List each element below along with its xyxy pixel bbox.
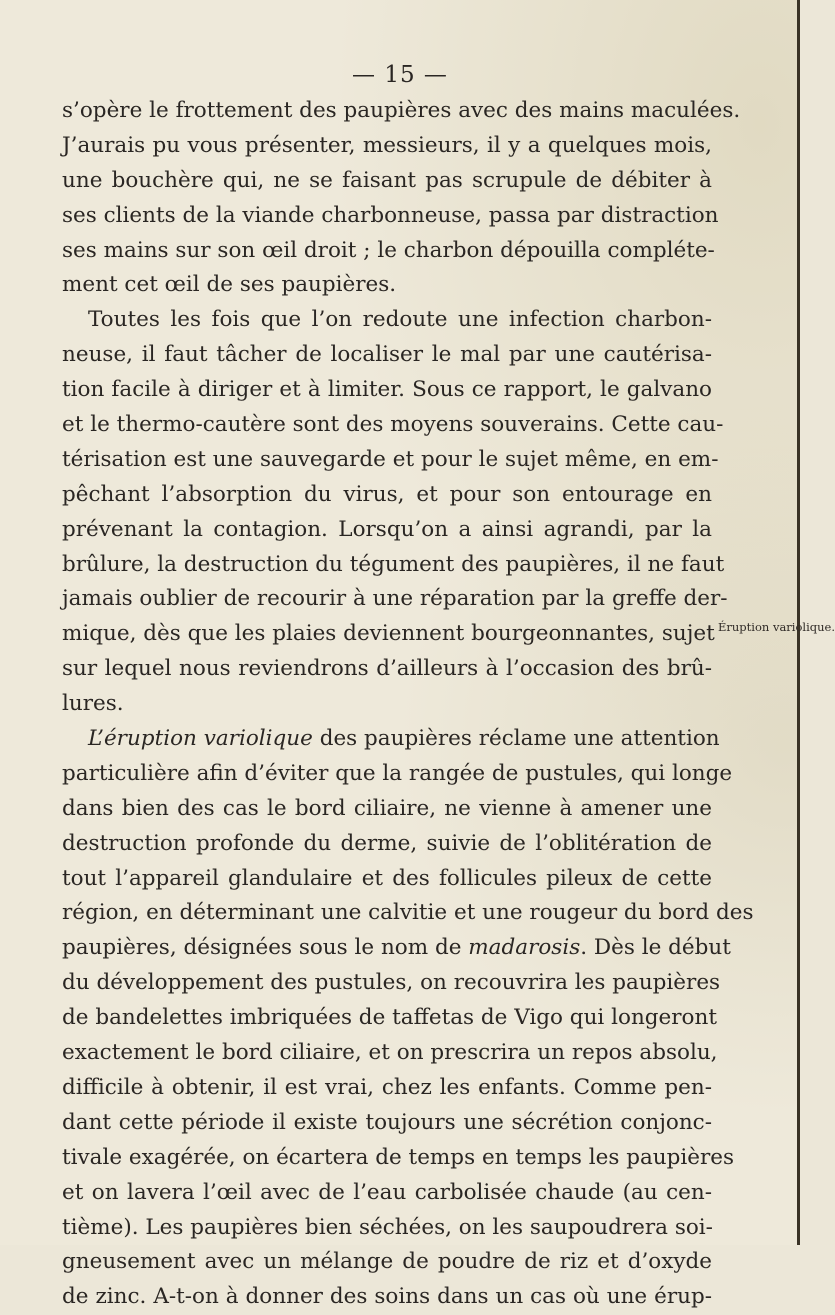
- text-line: tième). Les paupières bien séchées, on les saupoudrera soi-: [62, 1214, 713, 1240]
- italic-term: L’éruption variolique: [88, 726, 313, 752]
- text-line: de bandelettes imbriquées de taffetas de Vigo qui longeront: [62, 1005, 717, 1031]
- text-line: une bouchère qui, ne se faisant pas scrupule de débiter à: [62, 167, 712, 193]
- text-line: brûlure, la destruction du tégument des paupières, il ne faut: [62, 551, 725, 577]
- text-span: des paupières réclame une attention: [312, 726, 720, 752]
- text-line: particulière afin d’éviter que la rangée de pustules, qui longe: [62, 760, 733, 786]
- text-line: tion facile à diriger et à limiter. Sous ce rapport, le galvano: [62, 377, 712, 403]
- italic-term: madarosis: [468, 935, 581, 961]
- text-line: [62, 931, 731, 966]
- text-line: difficile à obtenir, il est vrai, chez les enfants. Comme pen-: [62, 1074, 712, 1100]
- text-line: ses mains sur son œil droit ; le charbon dépouilla compléte-: [62, 237, 715, 263]
- text-line: ment cet œil de ses paupières.: [62, 272, 397, 298]
- text-line: neuse, il faut tâcher de localiser le mal par une cautérisa-: [62, 342, 712, 368]
- text-line: s’opère le frottement des paupières avec des mains maculées.: [62, 98, 741, 123]
- text-line: gneusement avec un mélange de poudre de riz et d’oxyde: [62, 1249, 712, 1275]
- text-line: J’aurais pu vous présenter, messieurs, il y a quelques mois,: [62, 132, 712, 158]
- body-text: [62, 94, 754, 1315]
- text-line: région, en déterminant une calvitie et une rougeur du bord des: [62, 900, 754, 926]
- text-line: et on lavera l’œil avec de l’eau carbolisée chaude (au cen-: [62, 1179, 712, 1205]
- text-line: dans bien des cas le bord ciliaire, ne vienne à amener une: [62, 795, 712, 821]
- text-span: paupières, désignées sous le nom de: [62, 935, 469, 961]
- text-line: pêchant l’absorption du virus, et pour son entourage en: [62, 481, 712, 507]
- text-line: [62, 722, 720, 757]
- text-line: ses clients de la viande charbonneuse, passa par distraction: [62, 202, 719, 228]
- text-line: térisation est une sauvegarde et pour le sujet même, en em-: [62, 446, 719, 472]
- text-span: . Dès le début: [580, 935, 731, 961]
- text-line: destruction profonde du derme, suivie de l’oblitération de: [62, 830, 712, 856]
- text-line: prévenant la contagion. Lorsqu’on a ainsi agrandi, par la: [62, 516, 712, 542]
- text-line: tout l’appareil glandulaire et des follicules pileux de cette: [62, 865, 712, 891]
- text-line: tivale exagérée, on écartera de temps en temps les paupières: [62, 1144, 735, 1170]
- text-line: lures.: [62, 691, 124, 717]
- text-line: sur lequel nous reviendrons d’ailleurs à l’occasion des brû-: [62, 656, 712, 682]
- text-line: de zinc. A-t-on à donner des soins dans un cas où une érup-: [62, 1284, 712, 1310]
- text-line: mique, dès que les plaies deviennent bourgeonnantes, sujet: [62, 621, 715, 647]
- text-line: jamais oublier de recourir à une réparation par la greffe der-: [62, 586, 728, 612]
- text-line: du développement des pustules, on recouvrira les paupières: [62, 970, 721, 996]
- text-line: Toutes les fois que l’on redoute une infection charbon-: [88, 307, 712, 333]
- text-line: dant cette période il existe toujours une sécrétion conjonc-: [62, 1109, 712, 1135]
- text-line: exactement le bord ciliaire, et on prescrira un repos absolu,: [62, 1040, 718, 1066]
- page-number: — 15 —: [352, 62, 448, 88]
- margin-note: Éruption variolique.: [718, 620, 835, 634]
- text-line: et le thermo-cautère sont des moyens souverains. Cette cau-: [62, 412, 724, 438]
